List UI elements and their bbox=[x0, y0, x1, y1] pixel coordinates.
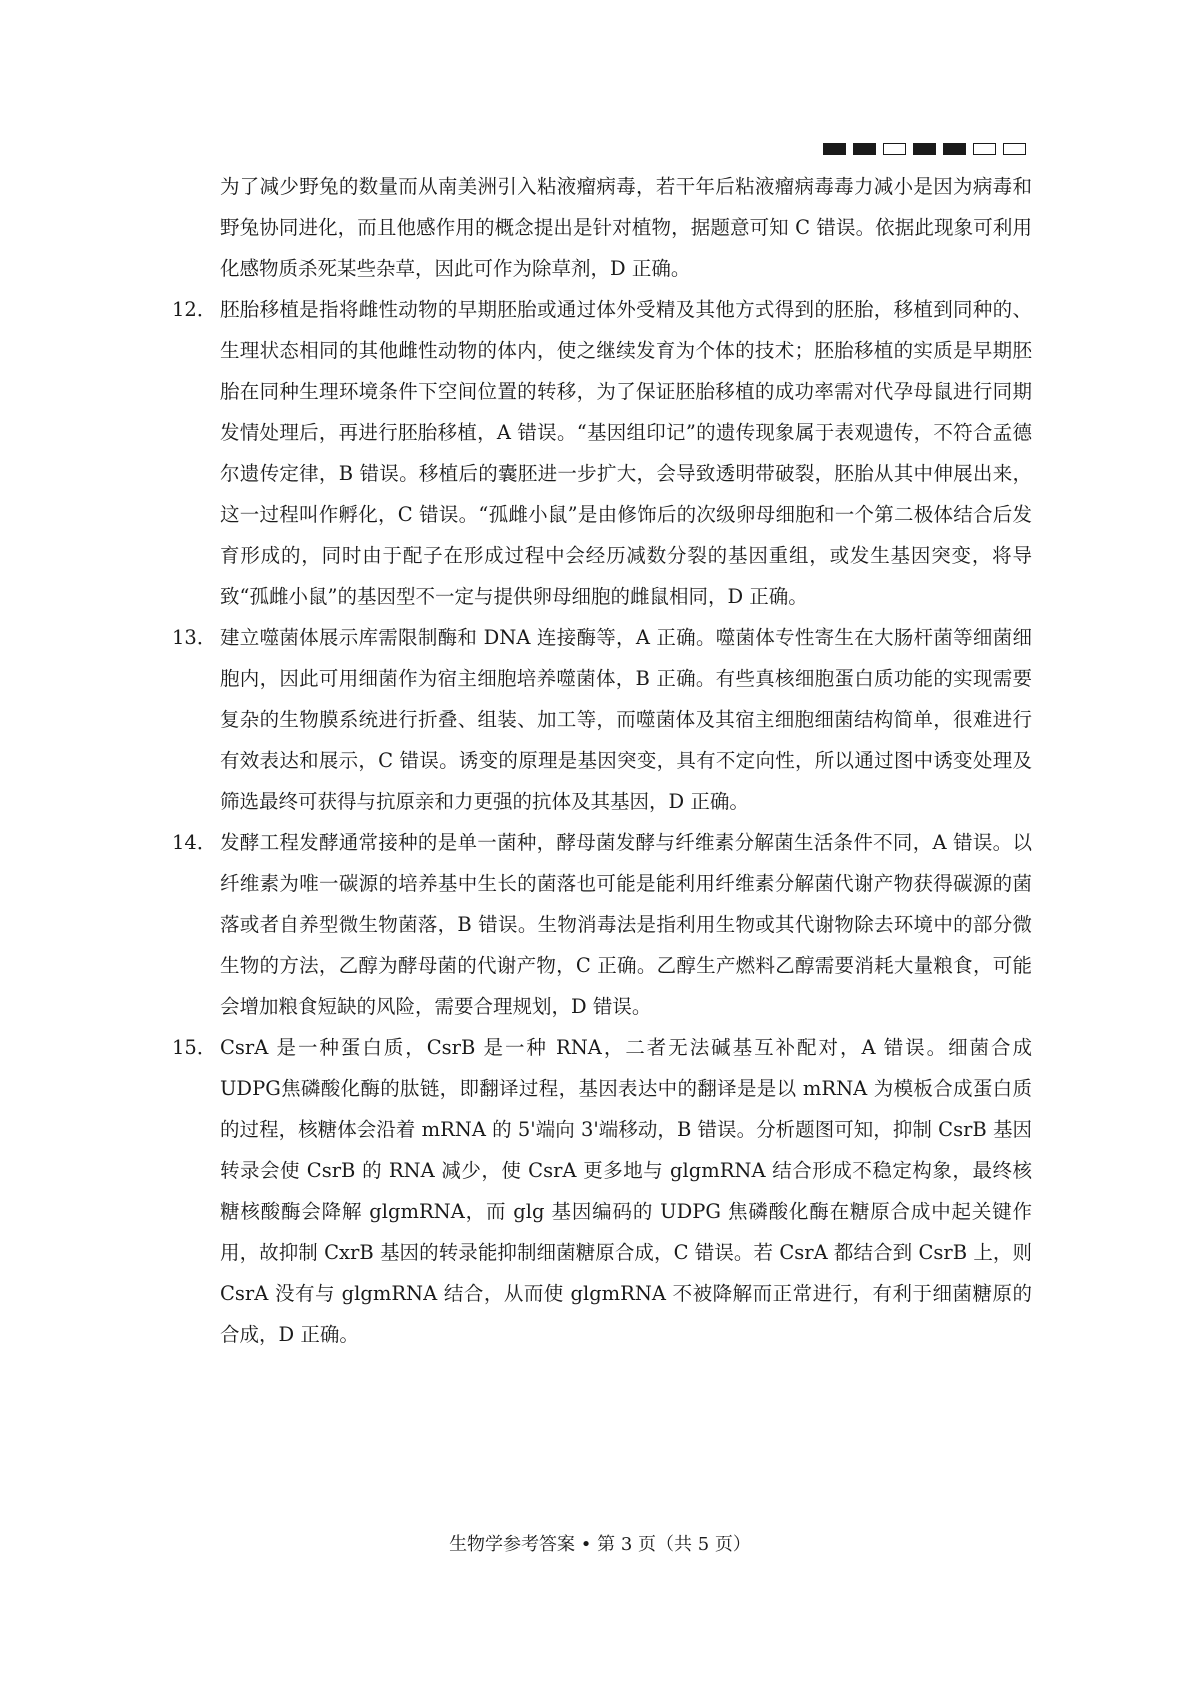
text-line: CsrA 是一种蛋白质，CsrB 是一种 RNA，二者无法碱基互补配对，A 错误。细菌合成 UDPG bbox=[220, 1036, 1032, 1100]
answer-item-14 bbox=[172, 822, 1032, 1027]
text-line: 简单，很难进行有效表达和展示，C 错误。诱变的原理是基因突变，具有不定向性，所以 bbox=[220, 708, 1032, 772]
text-line: 获得碳源的菌落或者自养型微生物菌落，B 错误。生物消毒法是指利用生物或其代谢物除 bbox=[220, 872, 1032, 936]
header-mark bbox=[823, 143, 846, 155]
text-line: 此现象可利用化感物质杀死某些杂草，因此可作为除草剂，D 正确。 bbox=[220, 216, 1032, 280]
text-line: 要消耗大量粮食，可能会增加粮食短缺的风险，需要合理规划，D 错误。 bbox=[220, 954, 1032, 1018]
answer-item-13 bbox=[172, 617, 1032, 822]
text-line: 用，故抑制 CxrB 基因的转录能抑制细菌糖原合成，C 错误。若 CsrA 都结合到 CsrB 上， bbox=[220, 1241, 1013, 1264]
header-marks bbox=[823, 143, 1026, 155]
text-line: 菌细胞内，因此可用细菌作为宿主细胞培养噬菌体，B 正确。有些真核细胞蛋白质功能的 bbox=[220, 626, 1032, 690]
text-line: 糖核酸酶会降解 glgmRNA，而 glg 基因编码的 UDPG 焦磷酸化酶在糖原合成中起关键作 bbox=[220, 1200, 1032, 1223]
text-line: 实质是早期胚胎在同种生理环境条件下空间位置的转移，为了保证胚胎移植的成功率需 bbox=[220, 339, 1032, 403]
header-mark bbox=[883, 143, 906, 155]
header-mark bbox=[943, 143, 966, 155]
text-line: 带破裂，胚胎从其中伸展出来，这一过程叫作孵化，C 错误。“孤雌小鼠”是由修饰后的 bbox=[220, 462, 1032, 526]
text-line: 数分裂的基因重组，或发生基因突变，将导致“孤雌小鼠”的基因型不一定与提供卵母 bbox=[220, 544, 1032, 608]
text-line: 转录会使 CsrB 的 RNA 减少，使 CsrA 更多地与 glgmRNA 结合形成不稳定构象，最终核 bbox=[220, 1159, 1032, 1182]
text-line: 过程，核糖体会沿着 mRNA 的 5'端向 3'端移动，B 错误。分析题图可知，抑制 CsrB 基因 bbox=[239, 1118, 1032, 1141]
item-number: 13． bbox=[172, 626, 217, 649]
text-line: 则 CsrA 没有与 glgmRNA 结合，从而使 glgmRNA 不被降解而正常进行，有利于细菌糖原 bbox=[220, 1241, 1032, 1305]
text-line: 实现需要复杂的生物膜系统进行折叠、组装、加工等，而噬菌体及其宿主细胞细菌结构 bbox=[220, 667, 1032, 731]
item-number: 15． bbox=[172, 1036, 217, 1059]
header-mark bbox=[1003, 143, 1026, 155]
text-line: 发酵工程发酵通常接种的是单一菌种，酵母菌发酵与纤维素分解菌生活条件不同，A 错 bbox=[220, 831, 973, 854]
text-line: 胚胎移植是指将雌性动物的早期胚胎或通过体外受精及其他方式得到的胚胎，移植到同 bbox=[220, 298, 973, 321]
text-line: 误。以纤维素为唯一碳源的培养基中生长的菌落也可能是能利用纤维素分解菌代谢产物 bbox=[220, 831, 1032, 895]
answer-item-12 bbox=[172, 289, 1032, 617]
item-number: 14． bbox=[172, 831, 217, 854]
text-line: 为了减少野兔的数量而从南美洲引入粘液瘤病毒，若干年后粘液瘤病毒毒力减小是因为 bbox=[220, 175, 973, 198]
answer-content bbox=[172, 166, 1032, 1355]
item-number: 12． bbox=[172, 298, 217, 321]
text-line: 的合成，D 正确。 bbox=[220, 1282, 1032, 1346]
header-mark bbox=[853, 143, 876, 155]
text-line: 属于表观遗传，不符合孟德尔遗传定律，B 错误。移植后的囊胚进一步扩大，会导致透明 bbox=[220, 421, 1032, 485]
continued-paragraph bbox=[220, 166, 1032, 289]
page-footer: 生物学参考答案 • 第 3 页（共 5 页） bbox=[449, 1534, 751, 1555]
text-line: 去环境中的部分微生物的方法，乙醇为酵母菌的代谢产物，C 正确。乙醇生产燃料乙醇需 bbox=[220, 913, 1032, 977]
header-mark bbox=[973, 143, 996, 155]
answer-item-15 bbox=[172, 1027, 1032, 1355]
text-line: 焦磷酸化酶的肽链，即翻译过程，基因表达中的翻译是是以 mRNA 为模板合成蛋白质的 bbox=[220, 1077, 1032, 1141]
header-mark bbox=[913, 143, 936, 155]
text-line: 对代孕母鼠进行同期发情处理后，再进行胚胎移植，A 错误。“基因组印记”的遗传现象 bbox=[220, 380, 1032, 444]
text-line: 种的、生理状态相同的其他雌性动物的体内，使之继续发育为个体的技术；胚胎移植的 bbox=[220, 298, 1032, 362]
text-line: 细胞的雌鼠相同，D 正确。 bbox=[571, 585, 808, 608]
text-line: 通过图中诱变处理及筛选最终可获得与抗原亲和力更强的抗体及其基因，D 正确。 bbox=[220, 749, 1032, 813]
text-line: 病毒和野兔协同进化，而且他感作用的概念提出是针对植物，据题意可知 C 错误。依据 bbox=[220, 175, 1032, 239]
text-line: 次级卵母细胞和一个第二极体结合后发育形成的，同时由于配子在形成过程中会经历减 bbox=[220, 503, 1032, 567]
text-line: 建立噬菌体展示库需限制酶和 DNA 连接酶等，A 正确。噬菌体专性寄生在大肠杆菌等细 bbox=[220, 626, 993, 649]
